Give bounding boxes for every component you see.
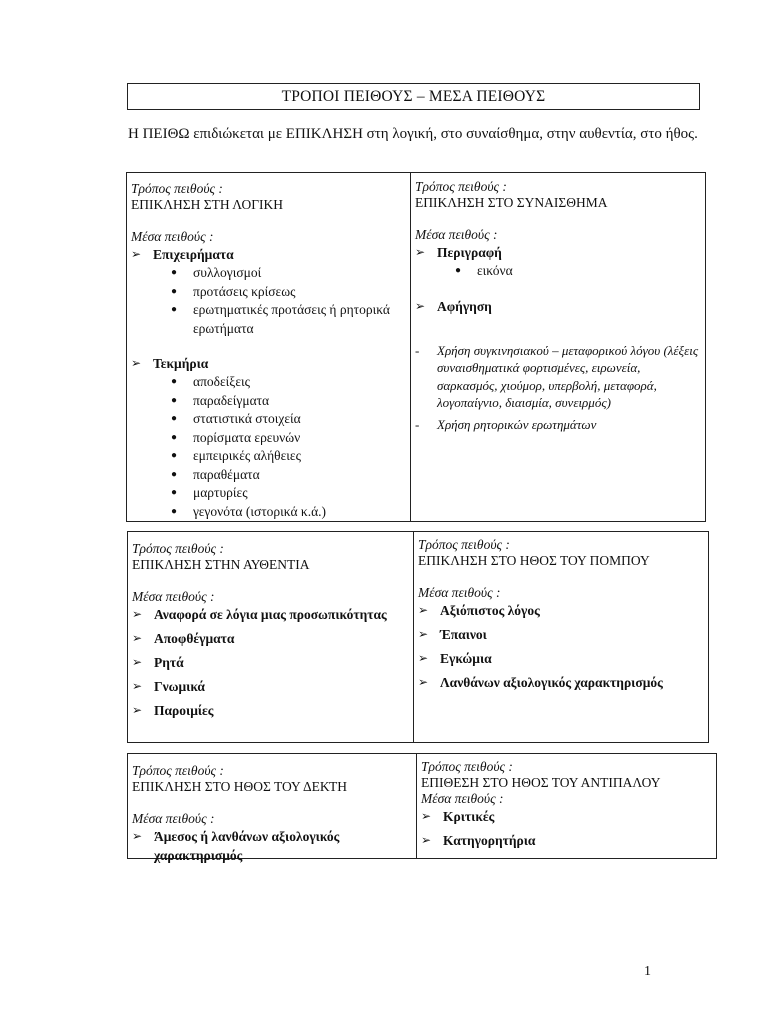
round-bullet-icon: ● [171, 285, 178, 297]
arrow-bullet-icon: ➢ [132, 679, 143, 693]
mode-name-authority: ΕΠΙΚΛΗΣΗ ΣΤΗΝ ΑΥΘΕΝΤΙΑ [132, 557, 310, 572]
cell-sender [414, 532, 708, 742]
arrow-bullet-icon: ➢ [421, 833, 432, 847]
mode-label: Τρόπος πειθούς : [418, 537, 510, 552]
means-item: ➢ Έπαινοι [418, 627, 487, 642]
means-item: ➢ Κριτικές [421, 809, 495, 824]
means-item: ➢ Άμεσος ή λανθάνων αξιολογικός χαρακτηρισμός [132, 829, 340, 863]
means-label: Μέσα πειθούς : [418, 585, 501, 600]
mode-name-opponent: ΕΠΙΘΕΣΗ ΣΤΟ ΗΘΟΣ ΤΟΥ ΑΝΤΙΠΑΛΟΥ [421, 775, 661, 790]
round-bullet-icon: ● [171, 304, 178, 315]
list-item: ● εμπειρικές αλήθειες [171, 447, 406, 466]
list-item: ● στατιστικά στοιχεία [171, 410, 406, 429]
mode-name-emotion: ΕΠΙΚΛΗΣΗ ΣΤΟ ΣΥΝΑΙΣΘΗΜΑ [415, 195, 608, 210]
bullet-list [131, 264, 406, 338]
document-title: ΤΡΟΠΟΙ ΠΕΙΘΟΥΣ – ΜΕΣΑ ΠΕΙΘΟΥΣ [127, 83, 700, 110]
arrow-bullet-icon: ➢ [132, 607, 143, 621]
arrow-bullet-icon: ➢ [132, 655, 143, 669]
round-bullet-icon: ● [171, 413, 178, 424]
arrow-bullet-icon: ➢ [418, 651, 429, 665]
arrow-bullet-icon: ➢ [418, 627, 429, 641]
means-item: ➢ Αναφορά σε λόγια μιας προσωπικότητας [132, 607, 387, 622]
mode-name-receiver: ΕΠΙΚΛΗΣΗ ΣΤΟ ΗΘΟΣ ΤΟΥ ΔΕΚΤΗ [132, 779, 348, 794]
intro-paragraph: Η ΠΕΙΘΩ επιδιώκεται με ΕΠΙΚΛΗΣΗ στη λογική, στο συναίσθημα, στην αυθεντία, στο ήθος. [128, 126, 698, 142]
means-label: Μέσα πειθούς : [132, 589, 215, 604]
bullet-list [415, 262, 701, 281]
dash-item: - Χρήση συγκινησιακού – μεταφορικού λόγου (λέξεις συναισθηματικά φορτισμένες, ειρωνεία, σαρκασμός, χιούμορ, υπερβολή, μεταφορά, λογοπαίγνιο, διαισμία, συνειρμός) [415, 342, 699, 410]
means-item: ➢ Περιγραφή [415, 245, 502, 260]
arrow-bullet-icon: ➢ [418, 603, 429, 617]
arrow-bullet-icon: ➢ [415, 245, 426, 259]
mode-label: Τρόπος πειθούς : [415, 179, 507, 194]
mode-label: Τρόπος πειθούς : [132, 763, 224, 778]
round-bullet-icon: ● [171, 468, 178, 480]
round-bullet-icon: ● [171, 267, 178, 278]
means-item: ➢ Παροιμίες [132, 703, 214, 718]
arrow-bullet-icon: ➢ [415, 298, 426, 313]
list-item: ● γεγονότα (ιστορικά κ.ά.) [171, 503, 406, 522]
table-logic-emotion [126, 172, 706, 522]
means-item: ➢ Κατηγορητήρια [421, 833, 536, 848]
means-item: ➢ Επιχειρήματα [131, 247, 234, 262]
list-item: ● συλλογισμοί [171, 264, 406, 283]
arrow-bullet-icon: ➢ [131, 247, 142, 261]
table-authority-sender [127, 531, 709, 743]
list-item: ● ερωτηματικές προτάσεις ή ρητορικά ερωτήματα [171, 301, 406, 338]
cell-logic [127, 173, 411, 521]
means-item: ➢ Τεκμήρια [131, 356, 209, 371]
means-item: ➢ Αποφθέγματα [132, 631, 235, 646]
means-label: Μέσα πειθούς : [131, 229, 214, 244]
list-item: ● παραδείγματα [171, 392, 406, 411]
arrow-bullet-icon: ➢ [131, 356, 142, 370]
means-label: Μέσα πειθούς : [415, 227, 498, 242]
arrow-bullet-icon: ➢ [132, 829, 143, 843]
means-item: ➢ Αφήγηση [415, 298, 492, 314]
means-item: ➢ Αξιόπιστος λόγος [418, 603, 540, 618]
means-label: Μέσα πειθούς : [421, 791, 504, 806]
page-number: 1 [644, 964, 651, 979]
arrow-bullet-icon: ➢ [132, 631, 143, 645]
mode-label: Τρόπος πειθούς : [421, 759, 513, 774]
round-bullet-icon: ● [171, 431, 178, 443]
cell-receiver [128, 754, 417, 863]
arrow-bullet-icon: ➢ [132, 703, 143, 717]
round-bullet-icon: ● [171, 376, 178, 387]
bullet-list [131, 373, 406, 521]
table-receiver-opponent [127, 753, 717, 863]
mode-label: Τρόπος πειθούς : [132, 541, 224, 556]
arrow-bullet-icon: ➢ [418, 675, 429, 689]
list-item: ● εικόνα [455, 262, 701, 281]
cell-opponent [417, 754, 716, 858]
cell-authority [128, 532, 414, 742]
round-bullet-icon: ● [171, 505, 178, 517]
arrow-bullet-icon: ➢ [421, 809, 432, 823]
means-item: ➢ Ρητά [132, 655, 184, 670]
dash-icon: - [415, 416, 420, 432]
dash-item: - Χρήση ρητορικών ερωτημάτων [415, 416, 597, 432]
round-bullet-icon: ● [171, 487, 178, 498]
mode-name-sender: ΕΠΙΚΛΗΣΗ ΣΤΟ ΗΘΟΣ ΤΟΥ ΠΟΜΠΟΥ [418, 553, 650, 568]
round-bullet-icon: ● [455, 265, 462, 276]
mode-name-logic: ΕΠΙΚΛΗΣΗ ΣΤΗ ΛΟΓΙΚΗ [131, 197, 284, 212]
list-item: ● αποδείξεις [171, 373, 406, 392]
round-bullet-icon: ● [171, 450, 178, 461]
list-item: ● πορίσματα ερευνών [171, 429, 406, 448]
means-item: ➢ Εγκώμια [418, 651, 492, 666]
round-bullet-icon: ● [171, 394, 178, 406]
means-label: Μέσα πειθούς : [132, 811, 215, 826]
list-item: ● μαρτυρίες [171, 484, 406, 503]
cell-emotion [411, 173, 705, 521]
means-item: ➢ Γνωμικά [132, 679, 205, 694]
dash-icon: - [415, 342, 420, 358]
mode-label: Τρόπος πειθούς : [131, 181, 223, 196]
means-item: ➢ Λανθάνων αξιολογικός χαρακτηρισμός [418, 675, 663, 690]
list-item: ● παραθέματα [171, 466, 406, 485]
list-item: ● προτάσεις κρίσεως [171, 283, 406, 302]
